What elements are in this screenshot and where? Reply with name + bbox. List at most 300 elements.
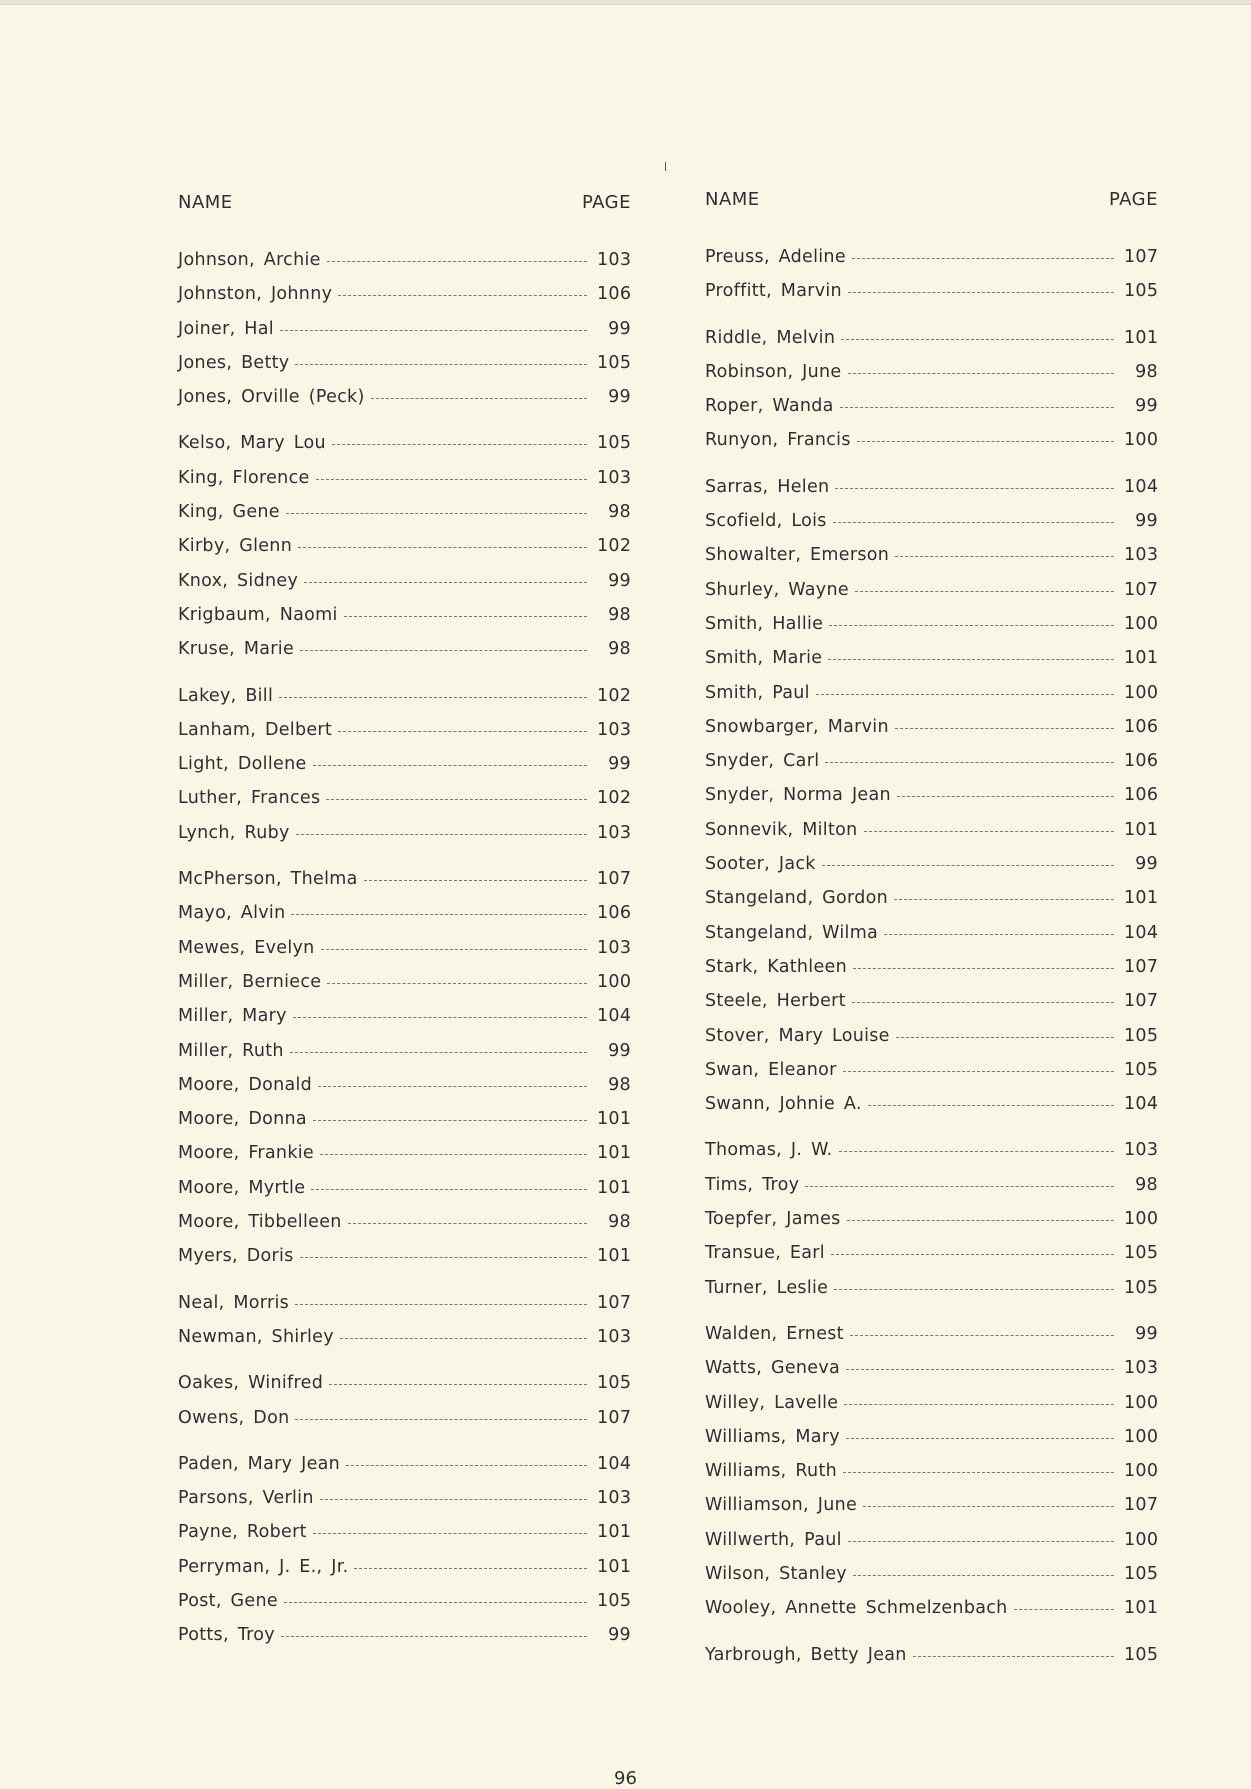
- dotted-leader: [346, 1465, 587, 1466]
- entry-name: Moore, Donald: [178, 1074, 313, 1095]
- entry-name: Owens, Don: [178, 1407, 290, 1428]
- index-entry: [705, 1645, 1158, 1679]
- index-entry: [178, 823, 631, 857]
- dotted-leader: [846, 1369, 1114, 1370]
- index-entry: [705, 614, 1158, 648]
- dotted-leader: [327, 261, 587, 262]
- entry-name: Sooter, Jack: [705, 854, 816, 875]
- entry-page: 99: [1135, 1323, 1158, 1344]
- entry-page: 102: [597, 788, 632, 809]
- letter-group: [178, 250, 631, 421]
- column-header: [178, 190, 631, 216]
- entry-page: 101: [1124, 819, 1159, 840]
- entry-page: 102: [597, 685, 632, 706]
- entry-page: 105: [597, 433, 632, 454]
- index-entry: [178, 1212, 631, 1246]
- entry-page: 101: [1124, 888, 1159, 909]
- dotted-leader: [841, 339, 1114, 340]
- entry-name: Kirby, Glenn: [178, 536, 293, 557]
- entry-page: 101: [597, 1143, 632, 1164]
- entry-page: 103: [1124, 1358, 1159, 1379]
- entry-page: 106: [1124, 716, 1159, 737]
- index-entry: [705, 717, 1158, 751]
- index-entry: [178, 903, 631, 937]
- index-entry: [178, 754, 631, 788]
- entry-page: 99: [608, 570, 631, 591]
- entry-name: Proffitt, Marvin: [705, 281, 842, 302]
- entry-name: Knox, Sidney: [178, 570, 299, 591]
- index-entry: [705, 854, 1158, 888]
- dotted-leader: [897, 796, 1114, 797]
- entry-page: 101: [597, 1177, 632, 1198]
- letter-group: [705, 1324, 1158, 1633]
- entry-name: Scofield, Lois: [705, 511, 827, 532]
- index-entry: [705, 991, 1158, 1025]
- entry-page: 101: [597, 1246, 632, 1267]
- letter-group: [705, 247, 1158, 316]
- dotted-leader: [850, 1335, 1114, 1336]
- entry-page: 100: [1124, 1209, 1159, 1230]
- entry-page: 98: [1135, 1174, 1158, 1195]
- index-entry: [178, 938, 631, 972]
- entry-name: Smith, Paul: [705, 682, 810, 703]
- index-entry: [178, 1075, 631, 1109]
- entry-name: Sonnevik, Milton: [705, 819, 858, 840]
- dotted-leader: [313, 1533, 587, 1534]
- index-entry: [178, 605, 631, 639]
- entry-page: 107: [1124, 991, 1159, 1012]
- index-entry: [178, 468, 631, 502]
- letter-group: [178, 433, 631, 673]
- index-entry: [705, 511, 1158, 545]
- entry-page: 101: [597, 1556, 632, 1577]
- entry-page: 106: [1124, 751, 1159, 772]
- dotted-leader: [293, 1017, 587, 1018]
- letter-group: [705, 1140, 1158, 1311]
- dotted-leader: [829, 625, 1114, 626]
- dotted-leader: [300, 650, 587, 651]
- index-entries: [178, 250, 631, 1660]
- index-entry: [178, 1591, 631, 1625]
- entry-page: 101: [597, 1109, 632, 1130]
- entry-name: King, Florence: [178, 467, 310, 488]
- entry-name: Moore, Tibbelleen: [178, 1212, 342, 1233]
- entry-name: Williamson, June: [705, 1495, 858, 1516]
- dotted-leader: [895, 728, 1114, 729]
- dotted-leader: [280, 330, 587, 331]
- entry-name: Stangeland, Wilma: [705, 922, 879, 943]
- index-entry: [705, 1243, 1158, 1277]
- dotted-leader: [844, 1404, 1114, 1405]
- entry-page: 100: [1124, 1392, 1159, 1413]
- index-entry: [178, 571, 631, 605]
- stray-mark: [665, 162, 666, 171]
- index-entry: [705, 1393, 1158, 1427]
- index-entry: [178, 1522, 631, 1556]
- dotted-leader: [354, 1568, 587, 1569]
- index-entry: [178, 1246, 631, 1280]
- index-entry: [705, 648, 1158, 682]
- index-entry: [178, 250, 631, 284]
- entry-name: Toepfer, James: [705, 1209, 841, 1230]
- index-entry: [178, 1293, 631, 1327]
- dotted-leader: [371, 398, 587, 399]
- entry-name: Yarbrough, Betty Jean: [705, 1644, 907, 1665]
- entry-name: Willey, Lavelle: [705, 1392, 839, 1413]
- entry-page: 98: [608, 604, 631, 625]
- entry-page: 103: [597, 822, 632, 843]
- dotted-leader: [304, 582, 587, 583]
- dotted-leader: [316, 479, 587, 480]
- index-entry: [705, 1026, 1158, 1060]
- entry-name: Kelso, Mary Lou: [178, 433, 326, 454]
- dotted-leader: [364, 880, 587, 881]
- page-header: PAGE: [1108, 189, 1158, 210]
- index-entry: [178, 1143, 631, 1177]
- entry-page: 101: [1124, 648, 1159, 669]
- entry-page: 100: [1124, 430, 1159, 451]
- index-entry: [705, 1140, 1158, 1174]
- dotted-leader: [894, 899, 1114, 900]
- index-entry: [705, 957, 1158, 991]
- page-header: PAGE: [581, 192, 631, 213]
- entry-name: Potts, Troy: [178, 1625, 275, 1646]
- entry-name: Stark, Kathleen: [705, 956, 847, 977]
- dotted-leader: [843, 1071, 1114, 1072]
- entry-page: 99: [1135, 396, 1158, 417]
- entry-page: 105: [1124, 1025, 1159, 1046]
- dotted-leader: [327, 983, 587, 984]
- dotted-leader: [833, 522, 1114, 523]
- entry-name: Lynch, Ruby: [178, 822, 290, 843]
- index-entry: [705, 396, 1158, 430]
- dotted-leader: [313, 765, 587, 766]
- entry-name: Steele, Herbert: [705, 991, 846, 1012]
- dotted-leader: [831, 1254, 1114, 1255]
- entry-page: 105: [1124, 1563, 1159, 1584]
- dotted-leader: [846, 1438, 1114, 1439]
- dotted-leader: [321, 949, 587, 950]
- entry-name: Mewes, Evelyn: [178, 937, 315, 958]
- dotted-leader: [864, 831, 1114, 832]
- entry-name: Watts, Geneva: [705, 1358, 841, 1379]
- dotted-leader: [848, 1541, 1114, 1542]
- entry-name: King, Gene: [178, 502, 280, 523]
- index-entry: [178, 1327, 631, 1361]
- entry-page: 106: [1124, 785, 1159, 806]
- entry-name: Smith, Hallie: [705, 613, 824, 634]
- entry-name: Miller, Mary: [178, 1006, 287, 1027]
- dotted-leader: [1014, 1609, 1114, 1610]
- entry-page: 103: [597, 250, 632, 270]
- index-entry: [705, 683, 1158, 717]
- entry-page: 104: [597, 1453, 632, 1474]
- entry-name: Luther, Frances: [178, 788, 321, 809]
- entry-page: 100: [1124, 1426, 1159, 1447]
- entry-page: 107: [597, 1292, 632, 1313]
- entry-page: 103: [597, 1326, 632, 1347]
- entry-page: 98: [608, 502, 631, 523]
- index-entry: [705, 328, 1158, 362]
- letter-group: [178, 1373, 631, 1442]
- entry-name: Transue, Earl: [705, 1243, 825, 1264]
- entry-page: 107: [1124, 579, 1159, 600]
- entry-page: 100: [1124, 1461, 1159, 1482]
- entry-name: Lanham, Delbert: [178, 719, 333, 740]
- entry-page: 103: [597, 937, 632, 958]
- entry-page: 106: [597, 903, 632, 924]
- index-entry: [705, 477, 1158, 511]
- index-entry: [705, 1175, 1158, 1209]
- index-entry: [705, 1094, 1158, 1128]
- index-entry: [178, 502, 631, 536]
- dotted-leader: [855, 591, 1114, 592]
- index-entry: [178, 1006, 631, 1040]
- entry-name: Moore, Myrtle: [178, 1177, 306, 1198]
- index-entry: [705, 1530, 1158, 1564]
- index-entry: [178, 1178, 631, 1212]
- dotted-leader: [340, 1338, 587, 1339]
- entry-name: Paden, Mary Jean: [178, 1453, 341, 1474]
- entry-page: 98: [608, 1074, 631, 1095]
- entry-name: McPherson, Thelma: [178, 869, 358, 890]
- dotted-leader: [805, 1186, 1114, 1187]
- entry-name: Smith, Marie: [705, 648, 823, 669]
- entry-page: 104: [1124, 476, 1159, 497]
- entry-name: Sarras, Helen: [705, 476, 830, 497]
- dotted-leader: [828, 659, 1114, 660]
- index-entry: [705, 1495, 1158, 1529]
- entry-page: 101: [597, 1522, 632, 1543]
- dotted-leader: [320, 1154, 587, 1155]
- entry-page: 100: [1124, 613, 1159, 634]
- entry-name: Runyon, Francis: [705, 430, 851, 451]
- entry-page: 107: [1124, 247, 1159, 267]
- index-entry: [705, 1324, 1158, 1358]
- index-entry: [178, 720, 631, 754]
- entry-name: Moore, Donna: [178, 1109, 307, 1130]
- index-entry: [705, 1427, 1158, 1461]
- entry-page: 100: [597, 971, 632, 992]
- index-entry: [705, 1060, 1158, 1094]
- index-entry: [705, 1598, 1158, 1632]
- entry-page: 105: [1124, 281, 1159, 302]
- entry-name: Roper, Wanda: [705, 396, 834, 417]
- entry-page: 101: [1124, 327, 1159, 348]
- dotted-leader: [816, 694, 1114, 695]
- dotted-leader: [291, 914, 587, 915]
- entry-page: 99: [608, 1625, 631, 1646]
- index-entry: [178, 1625, 631, 1659]
- dotted-leader: [300, 1257, 587, 1258]
- index-entry: [178, 1041, 631, 1075]
- entry-name: Thomas, J. W.: [705, 1140, 833, 1161]
- entry-name: Moore, Frankie: [178, 1143, 314, 1164]
- entry-name: Oakes, Winifred: [178, 1373, 324, 1394]
- entry-name: Tims, Troy: [705, 1174, 800, 1195]
- letter-group: [705, 1645, 1158, 1679]
- entry-page: 98: [608, 639, 631, 660]
- entry-name: Perryman, J. E., Jr.: [178, 1556, 349, 1577]
- entry-name: Myers, Doris: [178, 1246, 294, 1267]
- index-entry: [705, 1358, 1158, 1392]
- index-entry: [705, 1461, 1158, 1495]
- letter-group: [178, 1293, 631, 1362]
- entry-name: Lakey, Bill: [178, 685, 274, 706]
- entry-page: 103: [1124, 1140, 1159, 1161]
- entry-name: Stover, Mary Louise: [705, 1025, 890, 1046]
- entry-name: Miller, Berniece: [178, 971, 322, 992]
- dotted-leader: [296, 834, 587, 835]
- index-entry: [178, 284, 631, 318]
- entry-name: Walden, Ernest: [705, 1323, 844, 1344]
- entry-page: 99: [608, 387, 631, 408]
- page-number: 96: [614, 1768, 637, 1789]
- entry-name: Krigbaum, Naomi: [178, 604, 338, 625]
- dotted-leader: [286, 513, 587, 514]
- dotted-leader: [852, 258, 1114, 259]
- entry-page: 105: [1124, 1243, 1159, 1264]
- dotted-leader: [338, 295, 587, 296]
- entry-page: 100: [1124, 682, 1159, 703]
- page-top-edge: [0, 0, 1251, 5]
- entry-page: 98: [1135, 361, 1158, 382]
- dotted-leader: [298, 547, 587, 548]
- index-entry: [705, 247, 1158, 281]
- entry-name: Johnston, Johnny: [178, 284, 333, 305]
- entry-name: Snyder, Carl: [705, 751, 820, 772]
- index-entry: [178, 1488, 631, 1522]
- dotted-leader: [913, 1656, 1114, 1657]
- index-entry: [178, 1454, 631, 1488]
- dotted-leader: [295, 1304, 587, 1305]
- entry-name: Jones, Betty: [178, 352, 290, 373]
- index-entry: [178, 433, 631, 467]
- dotted-leader: [290, 1052, 587, 1053]
- entry-name: Riddle, Melvin: [705, 327, 836, 348]
- dotted-leader: [848, 373, 1115, 374]
- dotted-leader: [295, 1419, 587, 1420]
- entry-name: Payne, Robert: [178, 1522, 307, 1543]
- dotted-leader: [843, 1472, 1114, 1473]
- dotted-leader: [281, 1636, 587, 1637]
- entry-name: Snowbarger, Marvin: [705, 716, 889, 737]
- dotted-leader: [279, 697, 587, 698]
- index-entry: [705, 1278, 1158, 1312]
- letter-group: [178, 686, 631, 857]
- dotted-leader: [822, 865, 1114, 866]
- index-entry: [178, 639, 631, 673]
- dotted-leader: [318, 1086, 587, 1087]
- entry-name: Robinson, June: [705, 361, 842, 382]
- dotted-leader: [863, 1506, 1114, 1507]
- letter-group: [178, 869, 631, 1281]
- dotted-leader: [835, 488, 1114, 489]
- dotted-leader: [852, 1002, 1114, 1003]
- dotted-leader: [896, 1037, 1114, 1038]
- entry-page: 105: [1124, 1277, 1159, 1298]
- entry-name: Swan, Eleanor: [705, 1059, 837, 1080]
- dotted-leader: [825, 762, 1114, 763]
- dotted-leader: [348, 1223, 587, 1224]
- dotted-leader: [847, 1220, 1114, 1221]
- entry-page: 103: [597, 719, 632, 740]
- index-entry: [178, 1109, 631, 1143]
- dotted-leader: [284, 1602, 587, 1603]
- index-entry: [178, 788, 631, 822]
- entry-page: 104: [1124, 922, 1159, 943]
- entry-page: 105: [597, 1373, 632, 1394]
- dotted-leader: [840, 407, 1114, 408]
- index-column-left: [178, 190, 631, 1672]
- entry-page: 105: [1124, 1059, 1159, 1080]
- index-entry: [705, 923, 1158, 957]
- dotted-leader: [326, 799, 587, 800]
- entry-page: 105: [597, 352, 632, 373]
- entry-page: 99: [608, 754, 631, 775]
- index-entry: [705, 580, 1158, 614]
- entry-page: 99: [1135, 854, 1158, 875]
- index-entry: [705, 785, 1158, 819]
- entry-page: 103: [597, 467, 632, 488]
- dotted-leader: [338, 731, 587, 732]
- index-entries: [705, 247, 1158, 1679]
- index-entry: [705, 1564, 1158, 1598]
- index-entry: [178, 536, 631, 570]
- dotted-leader: [895, 556, 1114, 557]
- letter-group: [705, 328, 1158, 465]
- entry-page: 107: [597, 1407, 632, 1428]
- entry-name: Miller, Ruth: [178, 1040, 284, 1061]
- index-entry: [705, 545, 1158, 579]
- dotted-leader: [329, 1384, 587, 1385]
- entry-page: 107: [1124, 956, 1159, 977]
- entry-page: 101: [1124, 1598, 1159, 1619]
- dotted-leader: [857, 441, 1114, 442]
- index-entry: [178, 319, 631, 353]
- entry-page: 103: [1124, 545, 1159, 566]
- dotted-leader: [834, 1289, 1114, 1290]
- entry-name: Wilson, Stanley: [705, 1563, 847, 1584]
- dotted-leader: [344, 616, 587, 617]
- entry-page: 98: [608, 1212, 631, 1233]
- entry-name: Light, Dollene: [178, 754, 307, 775]
- letter-group: [705, 477, 1158, 1129]
- dotted-leader: [848, 292, 1114, 293]
- dotted-leader: [320, 1499, 587, 1500]
- entry-page: 104: [1124, 1094, 1159, 1115]
- index-entry: [178, 1557, 631, 1591]
- index-entry: [705, 281, 1158, 315]
- entry-page: 102: [597, 536, 632, 557]
- entry-name: Turner, Leslie: [705, 1277, 829, 1298]
- entry-page: 105: [1124, 1644, 1159, 1665]
- letter-group: [178, 1454, 631, 1660]
- index-entry: [705, 362, 1158, 396]
- entry-name: Parsons, Verlin: [178, 1488, 314, 1509]
- index-entry: [705, 1209, 1158, 1243]
- entry-name: Snyder, Norma Jean: [705, 785, 891, 806]
- entry-page: 99: [608, 318, 631, 339]
- dotted-leader: [884, 934, 1114, 935]
- name-header: NAME: [705, 189, 760, 210]
- dotted-leader: [313, 1120, 587, 1121]
- index-entry: [705, 751, 1158, 785]
- entry-page: 99: [608, 1040, 631, 1061]
- entry-name: Stangeland, Gordon: [705, 888, 889, 909]
- entry-page: 104: [597, 1006, 632, 1027]
- entry-name: Neal, Morris: [178, 1292, 290, 1313]
